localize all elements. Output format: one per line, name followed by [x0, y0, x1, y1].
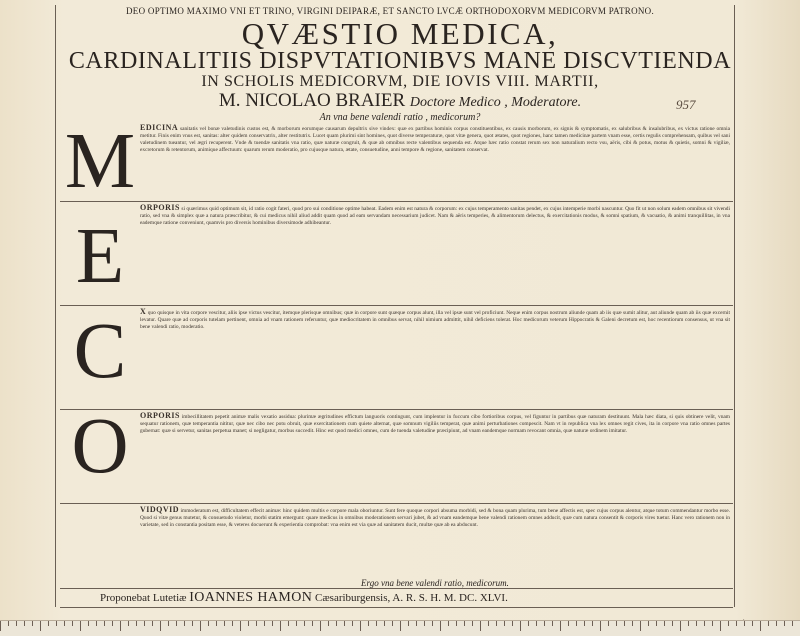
footer-divider [60, 588, 733, 589]
ruler-tick [744, 621, 745, 626]
ruler-tick [64, 621, 65, 626]
ruler-tick [504, 621, 505, 626]
ruler-tick [344, 621, 345, 626]
ruler-tick [480, 621, 481, 631]
ruler-tick [624, 621, 625, 626]
ruler-tick [600, 621, 601, 631]
section-divider [60, 201, 733, 202]
section-divider [60, 305, 733, 306]
ruler-tick [336, 621, 337, 626]
ruler-tick [48, 621, 49, 626]
ruler-tick [136, 621, 137, 626]
section-lead: VIDQVID [140, 506, 180, 514]
section-divider [60, 409, 733, 410]
bottom-rule [60, 607, 733, 608]
ruler-tick [368, 621, 369, 626]
ruler-tick [224, 621, 225, 626]
section-paragraph [140, 506, 730, 576]
ruler-tick [496, 621, 497, 626]
ruler-tick [128, 621, 129, 626]
initial-letter: M [64, 118, 136, 205]
section-text: quo quisque in vita corpore vescitur, aliis ipse victus vescitur, itemque plerisque omnibus; quæ in corpore sunt quæque corpus alunt, illa vel ipsæ sunt vel proficiunt. Neque enim corpus nostrum aliunde quam ab iis quæ sumit alitur, aut aliunde quam ab iis quæ excernit levatur. Quare quæ ad corporis tutelam pertinent, omnia ad vnam rationem referuntur, quæ mediocritatem in omnibus servat, nihil nimium admittit, nihil deficiens tolerat. Hoc medicorum veterum Hippocratis & Galeni decretum est, hoc recentiorum consensus, ut vna sit bene valendi ratio, moderatio. [140, 310, 730, 330]
ruler-tick [0, 621, 1, 631]
section-text: imbecillitatem pepetit animæ malis vexatio assidua: plurimæ ægritudines effictum languoris contingunt, cum implentur in fuccum cibo fortioribus corpus, vel figuntur in partibus quæ naturam destituunt. Mala hæc diata, si quis obtinere velit, vnam sequatur rationem, quæ temperantia nititur, quæ nec cibo nec potu obruit, quæ exercitationem cum quiete alternat, quæ somnum vigiliis temperat, quæ animi perturbationes compescit. Nam vt in republica vna lex omnes regit cives, ita in corpore vna ratio omnes partes gubernat: quæ si servetur, sanitas perpetua manet; si negligatur, morbus succedit. Hinc est quod medici omnes, cum de tuenda valetudine præcipiunt, ad vnam eandemque normam revocant omnia, quæ naturæ ordinem imitatur. [140, 414, 730, 434]
closing-conclusion: Ergo vna bene valendi ratio, medicorum. [361, 578, 509, 588]
ruler-tick [32, 621, 33, 626]
ruler-tick [72, 621, 73, 626]
ruler-tick [544, 621, 545, 626]
initial-letter: O [71, 403, 129, 490]
ruler-tick [88, 621, 89, 626]
ruler-tick [672, 621, 673, 626]
ruler-tick [184, 621, 185, 626]
ruler-tick [608, 621, 609, 626]
ruler-tick [200, 621, 201, 631]
section-lead: ORPORIS [140, 204, 180, 212]
handwritten-page-number: 957 [676, 97, 696, 112]
ruler-tick [40, 621, 41, 631]
ruler-tick [176, 621, 177, 626]
ruler-tick [664, 621, 665, 626]
section-paragraph [140, 124, 730, 200]
presider-role: Doctore Medico , Moderatore. [409, 95, 582, 110]
ruler-tick [688, 621, 689, 626]
presider-line [60, 90, 740, 112]
ruler-tick [304, 621, 305, 626]
ruler-tick [248, 621, 249, 626]
ruler-tick [232, 621, 233, 626]
ruler-tick [272, 621, 273, 626]
section-text: sanitatis vel bonæ valetudinis custos est, & morborum eorumque causarum depultrix sive vindex: quæ ex partibus hominis corpus constituentibus, ex causis morborum, ex signis & symptomatis, ex salubribus & insalubribus, ex victus ratione omnia metitur. Finis enim vnus est, sanitas: alter quidem conservatrix, alter restitutrix. Lucet quam plurimi sint homines, quot diverse temperaturæ, quot vitæ genera, quot ætates, quot regiones, hanc tamen medicinæ partem vnam esse, certis regulis comprehensam, quibus vel sani valetudinem tueantur, vel ægri recuperent. Vnde & tuendæ sanitatis vna ratio, quæ naturæ congruit, & quæ ab omnibus recte valentibus sequenda est. Atque hæc ratio constat rerum sex non naturalium recto vsu, aëris, cibi & potus, motus & quietis, somni & vigiliæ, excretorum & retentorum, animique affectuum: quarum rerum moderatio, pro cujusque natura, ætate, consuetudine, anni tempore & regione, sanitatem conservat. [140, 126, 730, 153]
section-paragraph [140, 412, 730, 502]
ruler-tick [192, 621, 193, 626]
ruler-tick [288, 621, 289, 626]
presider-name: M. NICOLAO BRAIER [218, 90, 406, 111]
ruler-tick [736, 621, 737, 626]
ruler-tick [144, 621, 145, 626]
ruler-tick [376, 621, 377, 626]
ruler-tick [592, 621, 593, 626]
ruler-tick [120, 621, 121, 631]
title-cardinalitiis: CARDINALITIIS DISPVTATIONIBVS MANE DISCVTIENDA [68, 48, 732, 74]
ruler-tick [704, 621, 705, 626]
dedication-line: DEO OPTIMO MAXIMO VNI ET TRINO, VIRGINI DEIPARÆ, ET SANCTO LVCÆ ORTHODOXORVM MEDICORVM PATRONO. [125, 6, 655, 16]
ruler-tick [8, 621, 9, 626]
section-lead: X [140, 308, 147, 316]
ruler-tick [568, 621, 569, 626]
ruler-tick [152, 621, 153, 626]
section-lead: EDICINA [140, 124, 179, 132]
ruler-tick [696, 621, 697, 626]
ruler-tick [296, 621, 297, 626]
ruler-tick [520, 621, 521, 631]
ruler-tick [752, 621, 753, 626]
ruler-tick [728, 621, 729, 626]
ruler-tick [408, 621, 409, 626]
title-date-line: IN SCHOLIS MEDICORVM, DIE IOVIS VIII. MARTII, [201, 73, 599, 90]
ruler-tick [160, 621, 161, 631]
ruler-tick [320, 621, 321, 631]
ruler-tick [416, 621, 417, 626]
ruler-tick [16, 621, 17, 626]
title-quaestio: QVÆSTIO MEDICA, [241, 16, 559, 51]
footer-author: IOANNES HAMON [189, 590, 313, 605]
ruler-tick [328, 621, 329, 626]
ruler-tick [784, 621, 785, 626]
ruler-tick [648, 621, 649, 626]
footer-suffix: Cæsariburgensis, A. R. S. H. M. DC. XLVI. [315, 592, 508, 604]
ruler-tick [472, 621, 473, 626]
ruler-tick [240, 621, 241, 631]
ruler-tick [464, 621, 465, 626]
section-paragraph [140, 204, 730, 304]
ruler-tick [536, 621, 537, 626]
section-text: si quærimus quid optimum sit, id ratio cogit fateri, quod pro sui conditione optime habeat. Eadem enim est natura & corporum: ex cujus temperamento sanitas pendet, ex cujus intemperie morbi nascuntur. Quo fit ut non solum eadem omnibus sit vivendi ratio, sed vna & simplex quæ a natura præscribitur, & cui medicus nihil aliud addit quam quod ad eam servandam necessarium judicet. Nam & aëris temperies, & alimentorum delectus, & exercitationis modus, & somni spatium, & vacuatio, & animi tranquillitas, in vna eademque ratione conveniunt, quamvis pro diversis hominibus diversimode adhibeantur. [140, 206, 730, 226]
ruler-tick [112, 621, 113, 626]
ruler-tick [360, 621, 361, 631]
ruler-tick [104, 621, 105, 626]
ruler-tick [488, 621, 489, 626]
ruler-tick [392, 621, 393, 626]
question-line: An vna bene valendi ratio , medicorum? [319, 112, 481, 123]
ruler-tick [616, 621, 617, 626]
ruler-tick [456, 621, 457, 626]
ruler-tick [576, 621, 577, 626]
ruler-tick [256, 621, 257, 626]
ruler-tick [440, 621, 441, 631]
ruler-tick [512, 621, 513, 626]
ruler-tick [720, 621, 721, 631]
footer-prefix: Proponebat Lutetiæ [100, 592, 187, 604]
ruler-tick [280, 621, 281, 631]
ruler-tick [792, 621, 793, 626]
ruler-tick [712, 621, 713, 626]
ruler-tick [584, 621, 585, 626]
ruler-tick [400, 621, 401, 631]
ruler-tick [96, 621, 97, 626]
section-lead: ORPORIS [140, 412, 180, 420]
ruler-tick [560, 621, 561, 631]
section-paragraph [140, 308, 730, 408]
ruler-tick [640, 621, 641, 631]
ruler-tick [656, 621, 657, 626]
ruler-tick [352, 621, 353, 626]
ruler-tick [80, 621, 81, 631]
ruler-tick [384, 621, 385, 626]
ruler-tick [56, 621, 57, 626]
ruler-tick [552, 621, 553, 626]
ruler-tick [24, 621, 25, 626]
scale-ruler [0, 620, 800, 636]
ruler-tick [760, 621, 761, 631]
ruler-tick [776, 621, 777, 626]
ruler-tick [168, 621, 169, 626]
section-divider [60, 503, 733, 504]
ruler-tick [448, 621, 449, 626]
initial-letter: E [75, 213, 125, 300]
ruler-tick [208, 621, 209, 626]
footer-line [60, 590, 773, 606]
section-text: immoderatum est, difficultatem effecit animæ: hinc quidem multis e corpore mala oboriuntur. Sunt fere quoque corpori absuma morbidi, sed & bona quam plurima, tum bene affectis est, spec cujus corpus alentur, atque totum commendantur morbo esse. Quod si vitæ genus mutetur, & consuetudo violetur, morbi statim emergunt: quare medicus in omnibus moderationem servari jubet, & ad vnam eandemque bene valendi rationem omnes adducit, quæ cum natura consentit & corporis vires tuetur. Hanc vero rationem non in varietate, sed in constantia positam esse, & veteres docuerunt & experientia comprobat: vna enim est via quæ ad sanitatem ducit, multæ quæ ab ea abducunt. [140, 508, 730, 528]
ruler-tick [528, 621, 529, 626]
ruler-tick [680, 621, 681, 631]
ruler-tick [768, 621, 769, 626]
ruler-tick [432, 621, 433, 626]
ruler-tick [216, 621, 217, 626]
ruler-tick [632, 621, 633, 626]
initial-letter: C [73, 308, 127, 395]
ruler-tick [424, 621, 425, 626]
ruler-tick [312, 621, 313, 626]
ruler-tick [264, 621, 265, 626]
